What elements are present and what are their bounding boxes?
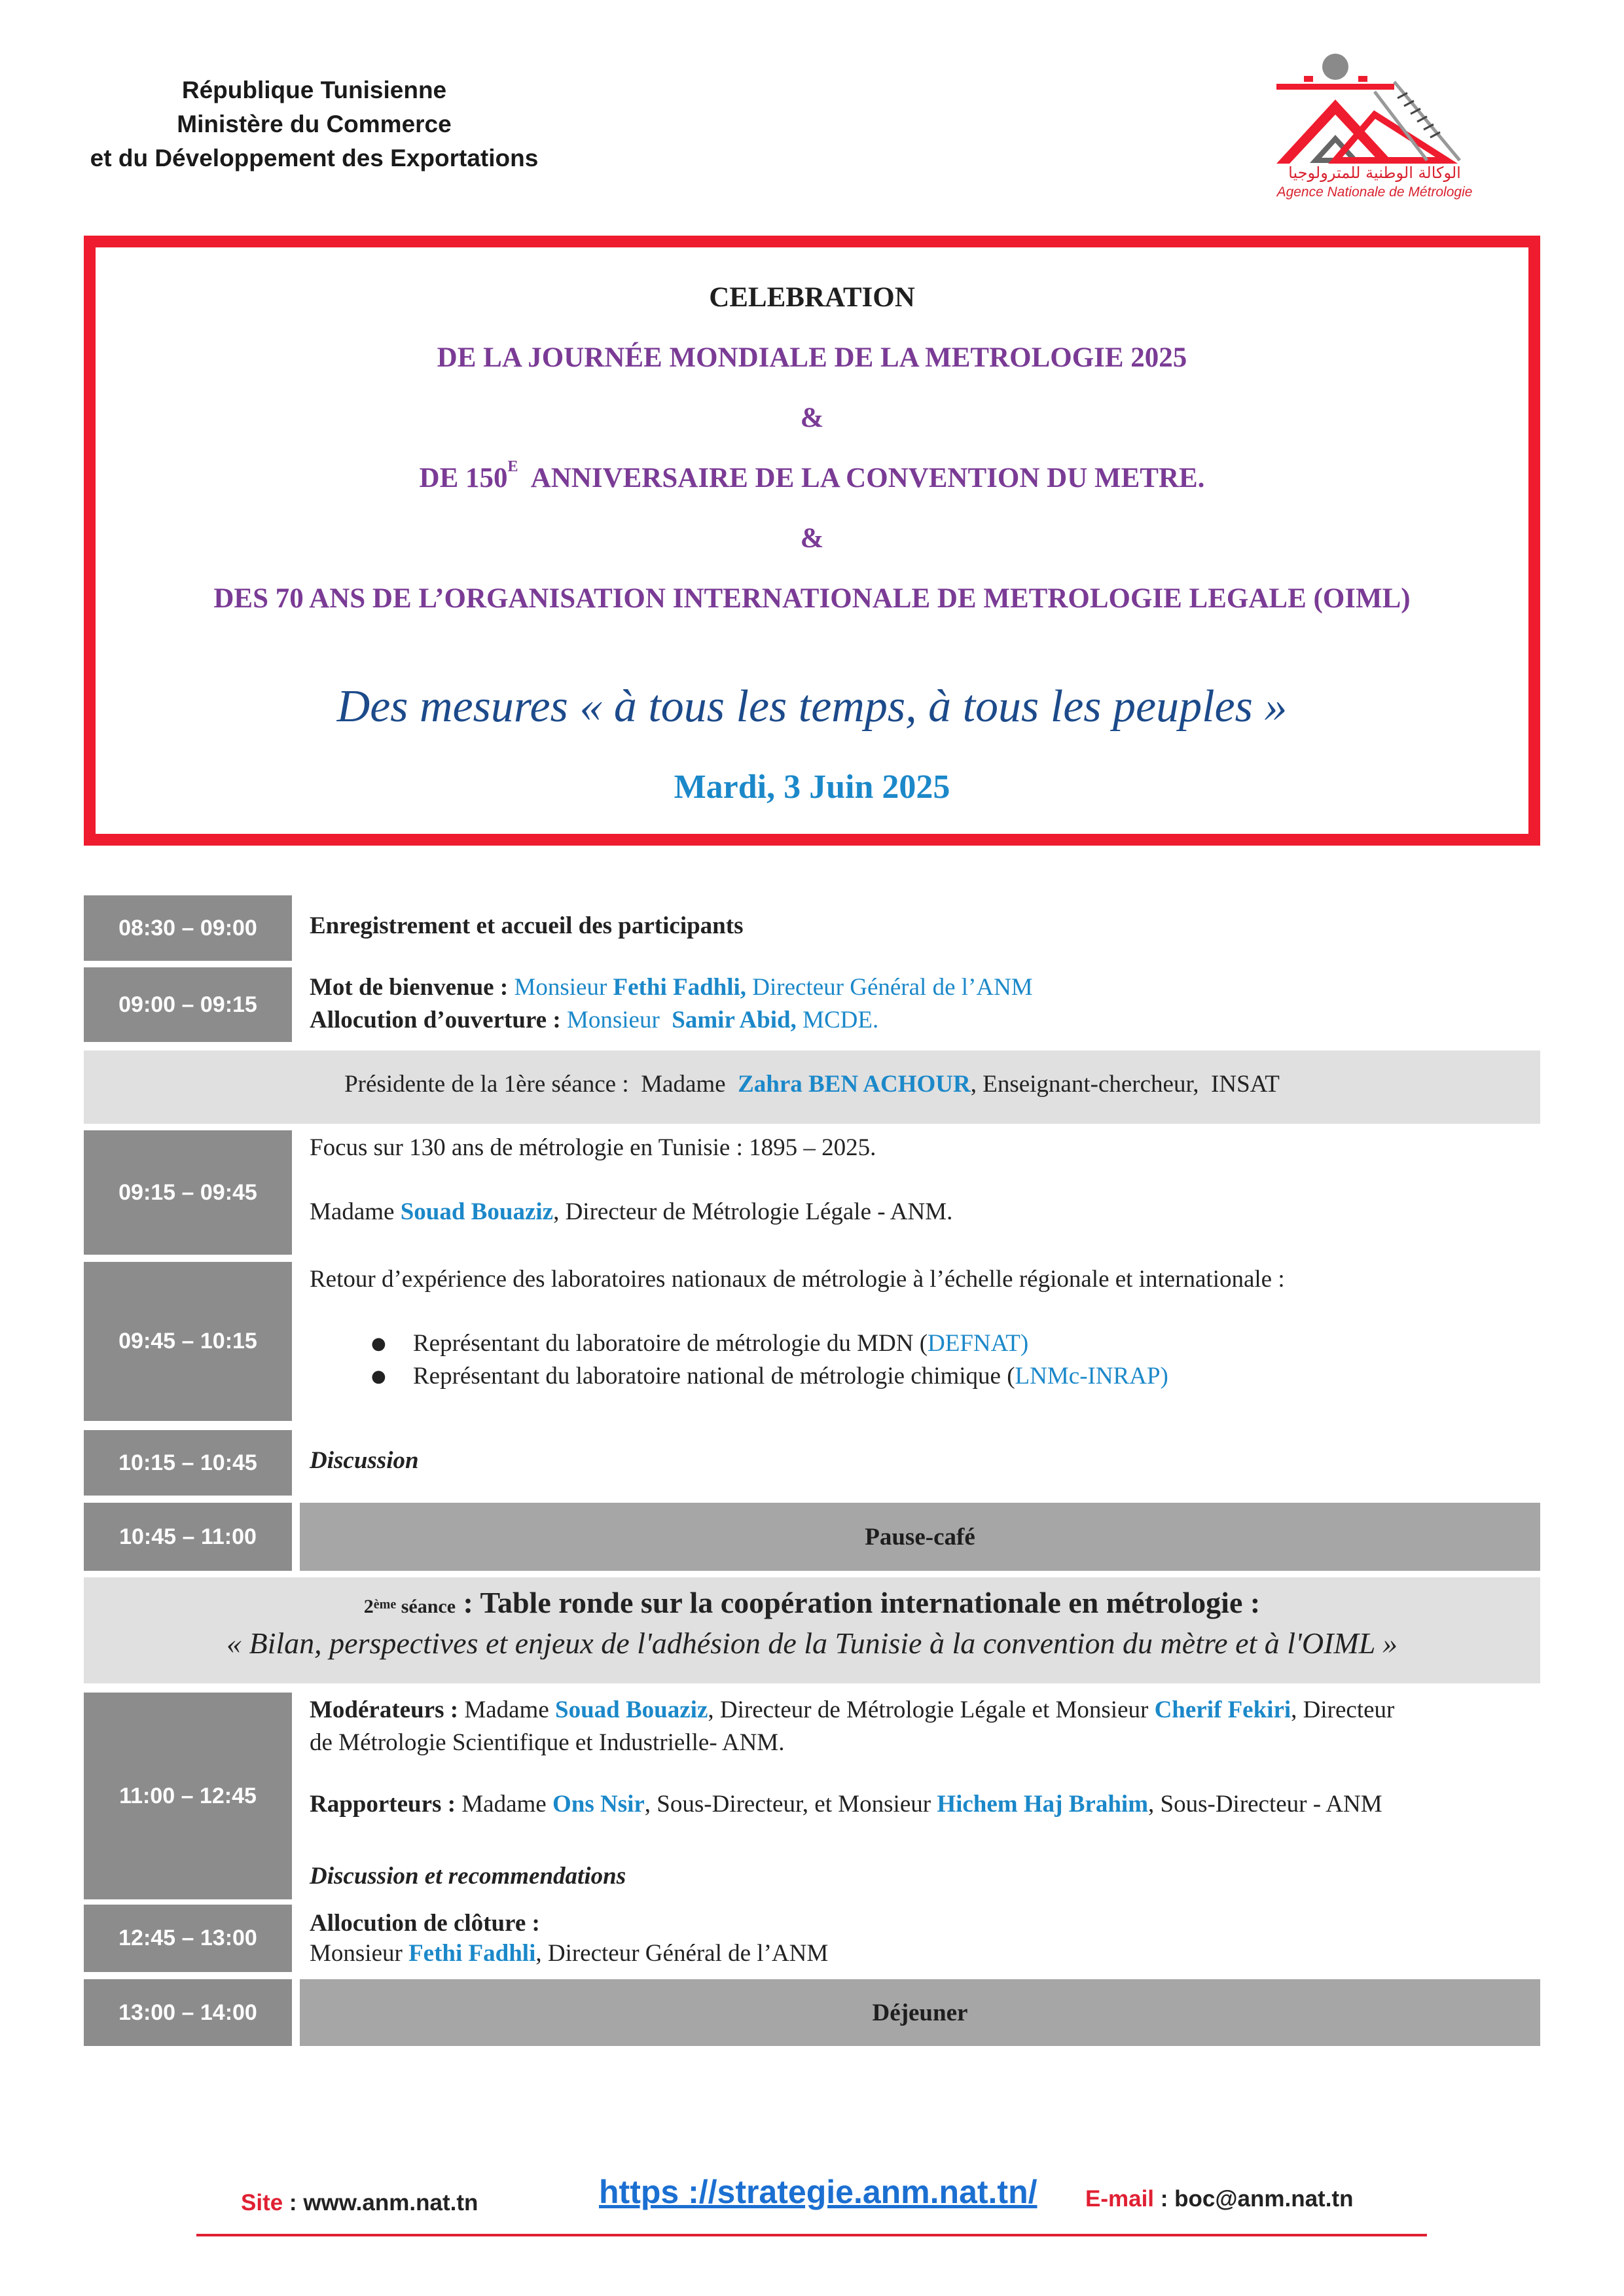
header-line: République Tunisienne: [181, 77, 447, 103]
logo-arabic-text: الوكالة الوطنية للمترولوجيا: [1288, 164, 1461, 182]
lunch: Déjeuner: [300, 1979, 1540, 2046]
title-oiml: DES 70 ANS DE L’ORGANISATION INTERNATIONALE DE METROLOGIE LEGALE (OIML): [213, 583, 1411, 614]
time-slot: 12:45 – 13:00: [84, 1905, 292, 1972]
list-item: ● Représentant du laboratoire national de métrologie chimique (LNMc-INRAP): [413, 1360, 1168, 1393]
session-chair-row: [84, 1050, 1540, 1124]
time-slot: 09:45 – 10:15: [84, 1262, 292, 1421]
program-row: [84, 967, 1540, 1042]
opening-speeches: Mot de bienvenue : Monsieur Fethi Fadhli, Directeur Général de l’ANM Allocution d’ouverture : Monsieur Samir Abid, MCDE.: [310, 974, 1033, 1033]
logo-text: Agence Nationale de Métrologie: [1276, 185, 1473, 200]
session-2-header: [84, 1577, 1540, 1683]
time-slot: 11:00 – 12:45: [84, 1693, 292, 1899]
site-link[interactable]: www.anm.nat.tn: [303, 2190, 478, 2215]
program-row: [84, 1503, 1540, 1571]
program-row: [84, 1905, 1540, 1972]
time-slot: 09:00 – 09:15: [84, 967, 292, 1042]
header-line: Ministère du Commerce: [177, 111, 452, 137]
header-line: et du Développement des Exportations: [90, 145, 539, 171]
motto: Des mesures « à tous les temps, à tous les peuples »: [336, 681, 1288, 732]
program-row: [84, 895, 1540, 961]
program-row: [84, 1130, 1540, 1255]
bullet-icon: ●: [371, 1367, 386, 1386]
session-2-subtitle: « Bilan, perspectives et enjeux de l'adhésion de la Tunisie à la convention du mètre et à l'OIML »: [226, 1626, 1398, 1660]
footer-site: Site : www.anm.nat.tn: [241, 2190, 478, 2215]
time-slot: 08:30 – 09:00: [84, 895, 292, 961]
event-date: Mardi, 3 Juin 2025: [674, 768, 950, 806]
title-frame: [84, 236, 1540, 846]
coffee-break: Pause-café: [300, 1503, 1540, 1571]
title-world-metrology-day: DE LA JOURNÉE MONDIALE DE LA METROLOGIE 2025: [437, 342, 1187, 373]
program-row: [84, 1430, 1540, 1496]
footer-divider: [196, 2234, 1427, 2236]
closing-speech: Allocution de clôture : Monsieur Fethi Fadhli, Directeur Général de l’ANM: [310, 1910, 829, 1967]
session-2-title: 2ème séance : Table ronde sur la coopération internationale en métrologie :: [363, 1586, 1261, 1619]
lab-experience: Retour d’expérience des laboratoires nationaux de métrologie à l’échelle régionale et internationale : ● Représentant du laboratoire de métrologie du MDN (DEFNAT) ● Représentant du laboratoire national de métrologie chimique (LNMc-INRAP): [310, 1263, 1540, 1424]
email-link[interactable]: boc@anm.nat.tn: [1174, 2186, 1354, 2212]
time-slot: 09:15 – 09:45: [84, 1130, 292, 1255]
strategy-link[interactable]: https ://strategie.anm.nat.tn/: [599, 2174, 1038, 2210]
round-table-details: Modérateurs : Madame Souad Bouaziz, Directeur de Métrologie Légale et Monsieur Cherif Fekiri, Directeur de Métrologie Scientifique et Industrielle- ANM. Rapporteurs : Madame Ons Nsir, Sous-Directeur, et Monsieur Hichem Haj Brahim, Sous-Directeur - ANM Discussion et recommendations: [310, 1696, 1395, 1890]
ministry-header: [65, 73, 563, 175]
discussion-text: Discussion: [310, 1447, 419, 1474]
program-row: [84, 1693, 1540, 1899]
time-slot: 10:15 – 10:45: [84, 1430, 292, 1496]
registration-text: Enregistrement et accueil des participants: [310, 912, 744, 939]
footer-email: E-mail : boc@anm.nat.tn: [1085, 2186, 1354, 2212]
bullet-icon: ●: [371, 1334, 386, 1354]
program-row: [84, 1979, 1540, 2046]
program-row: [84, 1262, 1540, 1421]
session-chair: Présidente de la 1ère séance : Madame Zahra BEN ACHOUR, Enseignant-chercheur, INSAT: [344, 1071, 1280, 1098]
title-convention-anniversary: DE $150^E$ ANNIVERSAIRE DE LA CONVENTION DU METRE.: [419, 458, 1205, 493]
time-slot: 13:00 – 14:00: [84, 1979, 292, 2046]
time-slot: 10:45 – 11:00: [84, 1503, 292, 1571]
title-celebration: CELEBRATION: [709, 282, 915, 313]
focus-130-years: Focus sur 130 ans de métrologie en Tunisie : 1895 – 2025. Madame Souad Bouaziz, Directeur de Métrologie Légale - ANM.: [310, 1134, 953, 1225]
title-ampersand: &: [800, 523, 824, 554]
title-ampersand: &: [800, 403, 824, 433]
list-item: ● Représentant du laboratoire de métrologie du MDN (DEFNAT): [413, 1327, 1028, 1360]
